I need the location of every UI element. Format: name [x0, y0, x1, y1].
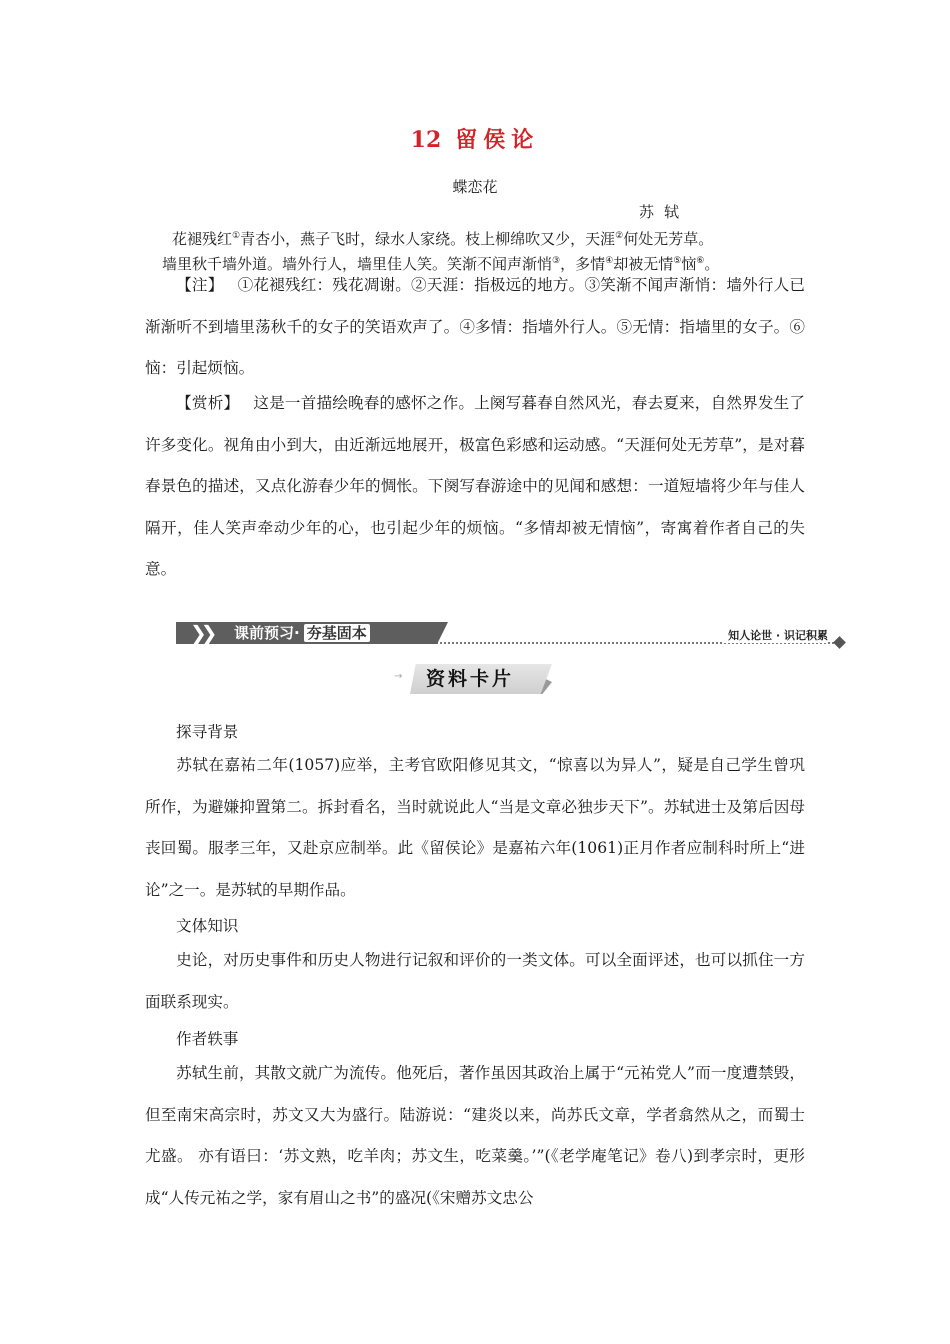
analysis-text: 这是一首描绘晚春的感怀之作。上阕写暮春自然风光，春去夏来，自然界发生了许多变化。视角由小到大，由近渐远地展开，极富色彩感和运动感。“天涯何处无芳草”，是对暮春景色的描述，又点化游春少年的惆怅。下阕写春游途中的见闻和感想：一道短墙将少年与佳人隔开，佳人笑声牵动少年的心，也引起少年的烦恼。“多情却被无情恼”，寄寓着作者自己的失意。 [145, 394, 805, 578]
lesson-title: 留侯论 [455, 127, 540, 153]
background-heading: 探寻背景 [176, 723, 239, 741]
info-card-heading [394, 664, 552, 694]
poem-title: 蝶恋花 [452, 178, 498, 196]
poem-author: 苏轼 [639, 203, 690, 221]
poem-line-2: 墙里秋千墙外道。墙外行人，墙里佳人笑。笑渐不闻声渐悄③，多情④却被无情⑤恼⑥。 [162, 255, 720, 273]
genre-heading: 文体知识 [176, 917, 239, 935]
analysis-paragraph [145, 383, 805, 591]
card-label: 资料卡片 [426, 668, 515, 690]
genre-paragraph: 史论，对历史事件和历史人物进行记叙和评价的一类文体。可以全面评述，也可以抓住一方面联系现实。 [145, 951, 805, 1011]
chevron-right-icon: ❯❯ [190, 621, 212, 645]
anecdote-heading: 作者轶事 [176, 1030, 239, 1048]
page-title [0, 123, 950, 154]
lesson-number: 12 [410, 127, 442, 153]
diamond-icon [833, 636, 846, 649]
note-text: ①花褪残红：残花凋谢。②天涯：指极远的地方。③笑渐不闻声渐悄：墙外行人已渐渐听不到墙里荡秋千的女子的笑语欢声了。④多情：指墙外行人。⑤无情：指墙里的女子。⑥恼：引起烦恼。 [145, 276, 805, 377]
poem-line-1: 花褪残红①青杏小，燕子飞时，绿水人家绕。枝上柳绵吹又少，天涯②何处无芳草。 [172, 230, 714, 248]
background-paragraph: 苏轼在嘉祐二年(1057)应举，主考官欧阳修见其文，“惊喜以为异人”，疑是自己学生曾巩所作，为避嫌抑置第二。拆封看名，当时就说此人“当是文章必独步天下”。苏轼进士及第后因母丧回蜀。服孝三年，又赴京应制举。此《留侯论》是嘉祐六年(1061)正月作者应制科时所上“进论”之一。是苏轼的早期作品。 [145, 756, 805, 899]
arrow-icon: → [394, 671, 403, 682]
note-label: 【注】 [176, 276, 224, 294]
note-paragraph [145, 265, 805, 390]
banner-subtitle: 知人论世 · 识记积累 [722, 627, 828, 643]
section-banner [176, 622, 846, 648]
banner-label: 课前预习· 夯基固本 [234, 622, 370, 644]
anecdote-paragraph: 苏轼生前，其散文就广为流传。他死后，著作虽因其政治上属于“元祐党人”而一度遭禁毁，但至南宋高宗时，苏文又大为盛行。陆游说：“建炎以来，尚苏氏文章，学者翕然从之，而蜀士尤盛。 亦有语曰：‘苏文熟，吃羊肉；苏文生，吃菜羹。’”(《老学庵笔记》卷八)到孝宗时，更形成“人传元祐之学，家有眉山之书”的盛况(《宋赠苏文忠公 [145, 1064, 805, 1207]
banner-highlight: 夯基固本 [304, 624, 370, 642]
analysis-label: 【赏析】 [176, 394, 240, 412]
